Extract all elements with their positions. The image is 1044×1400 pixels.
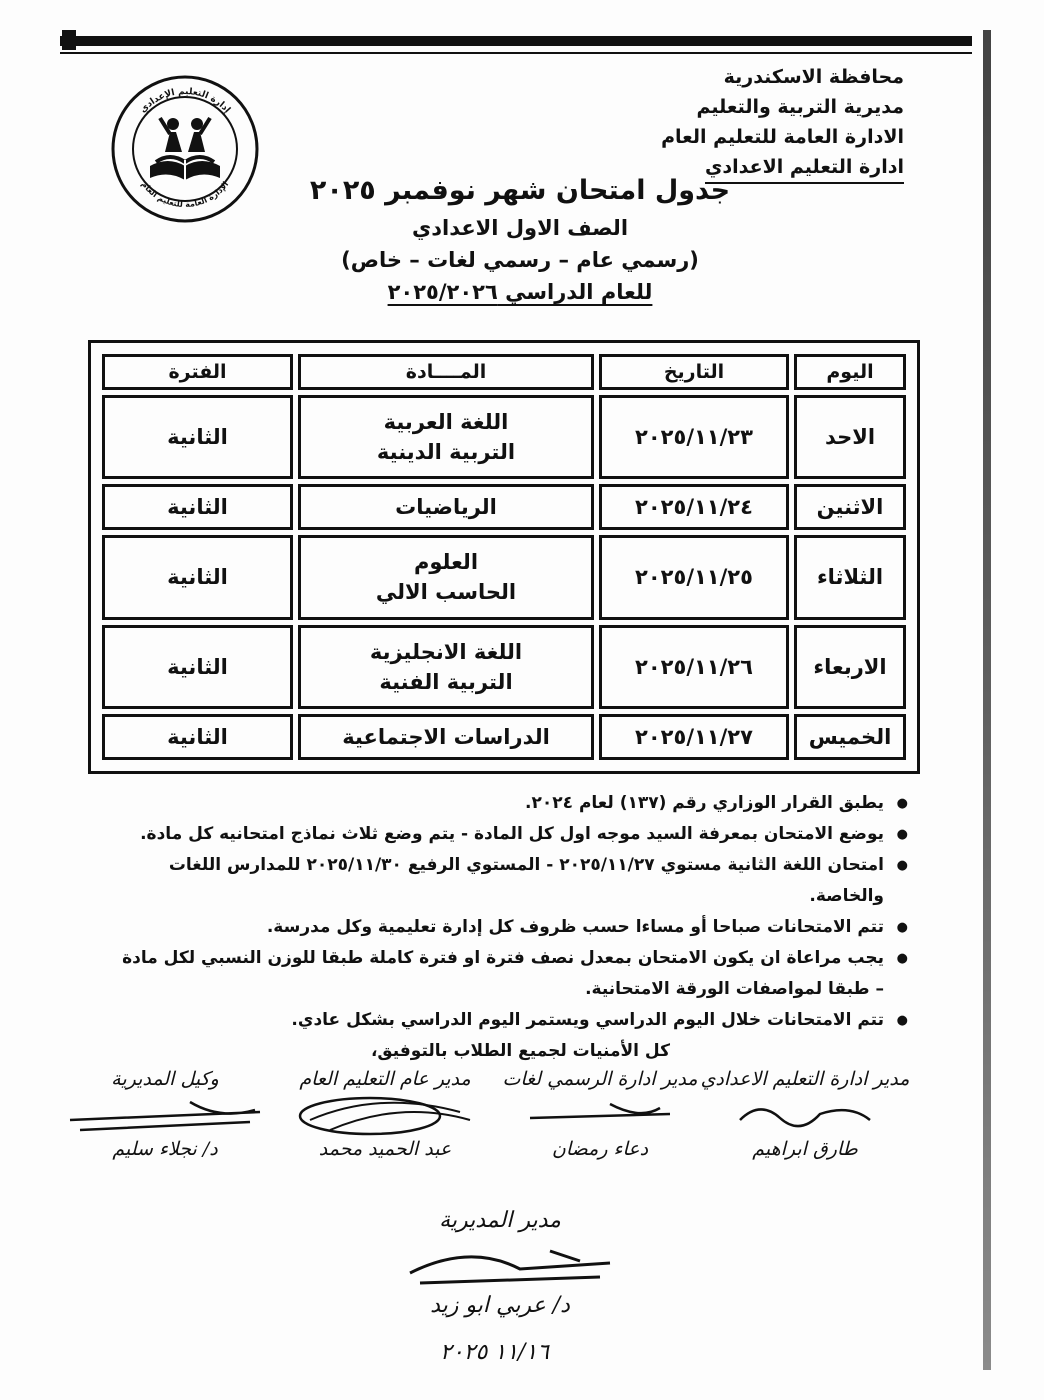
svg-text:إدارة التعليم الإعدادي: [138, 87, 232, 115]
row-date: ٢٠٢٥/١١/٢٣: [599, 395, 789, 479]
logo-bottom-text: الإدارة العامة للتعليم العام: [139, 179, 231, 210]
top-frame-line: [60, 36, 972, 46]
table-row: [102, 484, 906, 530]
exam-schedule-table: [97, 349, 911, 765]
row-date: ٢٠٢٥/١١/٢٦: [599, 625, 789, 709]
signature-block: [500, 1068, 700, 1160]
row-day: الثلاثاء: [794, 535, 906, 619]
row-period: الثانية: [102, 625, 293, 709]
signer-role: مدير ادارة الرسمي لغات: [502, 1068, 698, 1090]
row-date: ٢٠٢٥/١١/٢٥: [599, 535, 789, 619]
row-subject: [298, 625, 594, 709]
row-period: الثانية: [102, 535, 293, 619]
subject-line: الرياضيات: [395, 495, 497, 520]
signer-name: د/ عربي ابو زيد: [430, 1293, 570, 1318]
list-item: ● يجب مراعاة ان يكون الامتحان بمعدل نصف فترة او فترة كاملة طبقا للوزن النسبي لكل مادة: [110, 943, 910, 974]
row-date: ٢٠٢٥/١١/٢٤: [599, 484, 789, 530]
document-titles: [250, 170, 790, 308]
row-day: الاحد: [794, 395, 906, 479]
header-department: ادارة التعليم الاعدادي: [705, 152, 904, 184]
signature-block: [700, 1068, 910, 1160]
table-header-row: [102, 354, 906, 390]
row-subject: [298, 535, 594, 619]
list-item-continuation: – طبقا لمواصفات الورقة الامتحانية.: [585, 979, 884, 999]
schedule-table-frame: [88, 340, 920, 774]
header-date: التاريخ: [599, 354, 789, 390]
header-day: اليوم: [794, 354, 906, 390]
handwritten-signature: [350, 1233, 650, 1293]
grade-title: الصف الاول الاعدادي: [411, 216, 629, 240]
list-item: ● يوضع الامتحان بمعرفة السيد موجه اول كل المادة - يتم وضع ثلاث نماذج امتحانيه كل مادة.: [110, 819, 910, 850]
school-types: (رسمي عام – رسمي لغات – خاص): [341, 248, 699, 272]
row-subject: [298, 395, 594, 479]
header-directorate: مديرية التربية والتعليم: [696, 96, 904, 118]
handwritten-signature: [60, 1090, 270, 1138]
signer-role: مدير ادارة التعليم الاعدادي: [700, 1068, 910, 1090]
svg-text:الإدارة العامة للتعليم العام: [140, 180, 231, 209]
subject-line: الدراسات الاجتماعية: [342, 724, 550, 749]
logo-top-text: إدارة التعليم الإعدادي: [138, 86, 232, 116]
handwritten-signature: [280, 1090, 490, 1138]
scan-edge-bar: [983, 30, 991, 1370]
subject-line: اللغة العربية: [383, 410, 509, 435]
closing-wish: كل الأمنيات لجميع الطلاب بالتوفيق،: [370, 1041, 670, 1061]
row-date: ٢٠٢٥/١١/٢٧: [599, 714, 789, 760]
header-subject: المــــادة: [298, 354, 594, 390]
signature-block: [280, 1068, 490, 1160]
director-signature-block: [350, 1208, 650, 1318]
subject-line: العلوم: [413, 550, 479, 575]
row-period: الثانية: [102, 395, 293, 479]
signer-name: دعاء رمضان: [551, 1138, 649, 1160]
subject-line: الحاسب الالي: [375, 580, 517, 605]
signer-name: عبد الحميد محمد: [318, 1138, 452, 1160]
signer-role: مدير عام التعليم العام: [299, 1068, 471, 1090]
top-frame-thin-line: [60, 52, 972, 54]
row-day: الاثنين: [794, 484, 906, 530]
list-item: ● امتحان اللغة الثانية مستوي ٢٠٢٥/١١/٢٧ - المستوي الرفيع ٢٠٢٥/١١/٣٠ للمدارس اللغات والخاصة.: [110, 850, 910, 912]
subject-line: التربية الدينية: [376, 440, 516, 465]
handwritten-signature: [500, 1090, 700, 1138]
handwritten-signature: [700, 1090, 910, 1138]
header-period: الفترة: [102, 354, 293, 390]
academic-year: للعام الدراسي ٢٠٢٥/٢٠٢٦: [387, 280, 653, 304]
table-row: [102, 535, 906, 619]
row-day: الاربعاء: [794, 625, 906, 709]
list-item: ● تتم الامتحانات صباحا أو مساءا حسب ظروف كل إدارة تعليمية وكل مدرسة.: [110, 912, 910, 943]
signer-role: وكيل المديرية: [111, 1068, 219, 1090]
list-item: ● تتم الامتحانات خلال اليوم الدراسي ويستمر اليوم الدراسي بشكل عادي.: [110, 1005, 910, 1036]
issuer-header: [604, 62, 904, 184]
signer-role: مدير المديرية: [439, 1208, 561, 1233]
header-governorate: محافظة الاسكندرية: [723, 66, 904, 88]
row-day: الخميس: [794, 714, 906, 760]
row-subject: [298, 484, 594, 530]
handwritten-date: ١١/١٦ ٢٠٢٥: [440, 1340, 549, 1365]
page-title: جدول امتحان شهر نوفمبر ٢٠٢٥: [309, 175, 731, 206]
subject-line: اللغة الانجليزية: [369, 639, 523, 664]
signature-block: [60, 1068, 270, 1160]
table-row: [102, 714, 906, 760]
table-row: [102, 395, 906, 479]
open-book-emblem-icon: [110, 74, 260, 224]
header-general-admin: الادارة العامة للتعليم العام: [661, 126, 904, 148]
row-subject: [298, 714, 594, 760]
signer-name: د/ نجلاء سليم: [112, 1138, 218, 1160]
instructions-list: [110, 788, 910, 1067]
signer-name: طارق ابراهيم: [752, 1138, 858, 1160]
table-row: [102, 625, 906, 709]
subject-line: التربية الفنية: [379, 669, 513, 694]
row-period: الثانية: [102, 714, 293, 760]
row-period: الثانية: [102, 484, 293, 530]
list-item: ● يطبق القرار الوزاري رقم (١٣٧) لعام ٢٠٢٤.: [110, 788, 910, 819]
